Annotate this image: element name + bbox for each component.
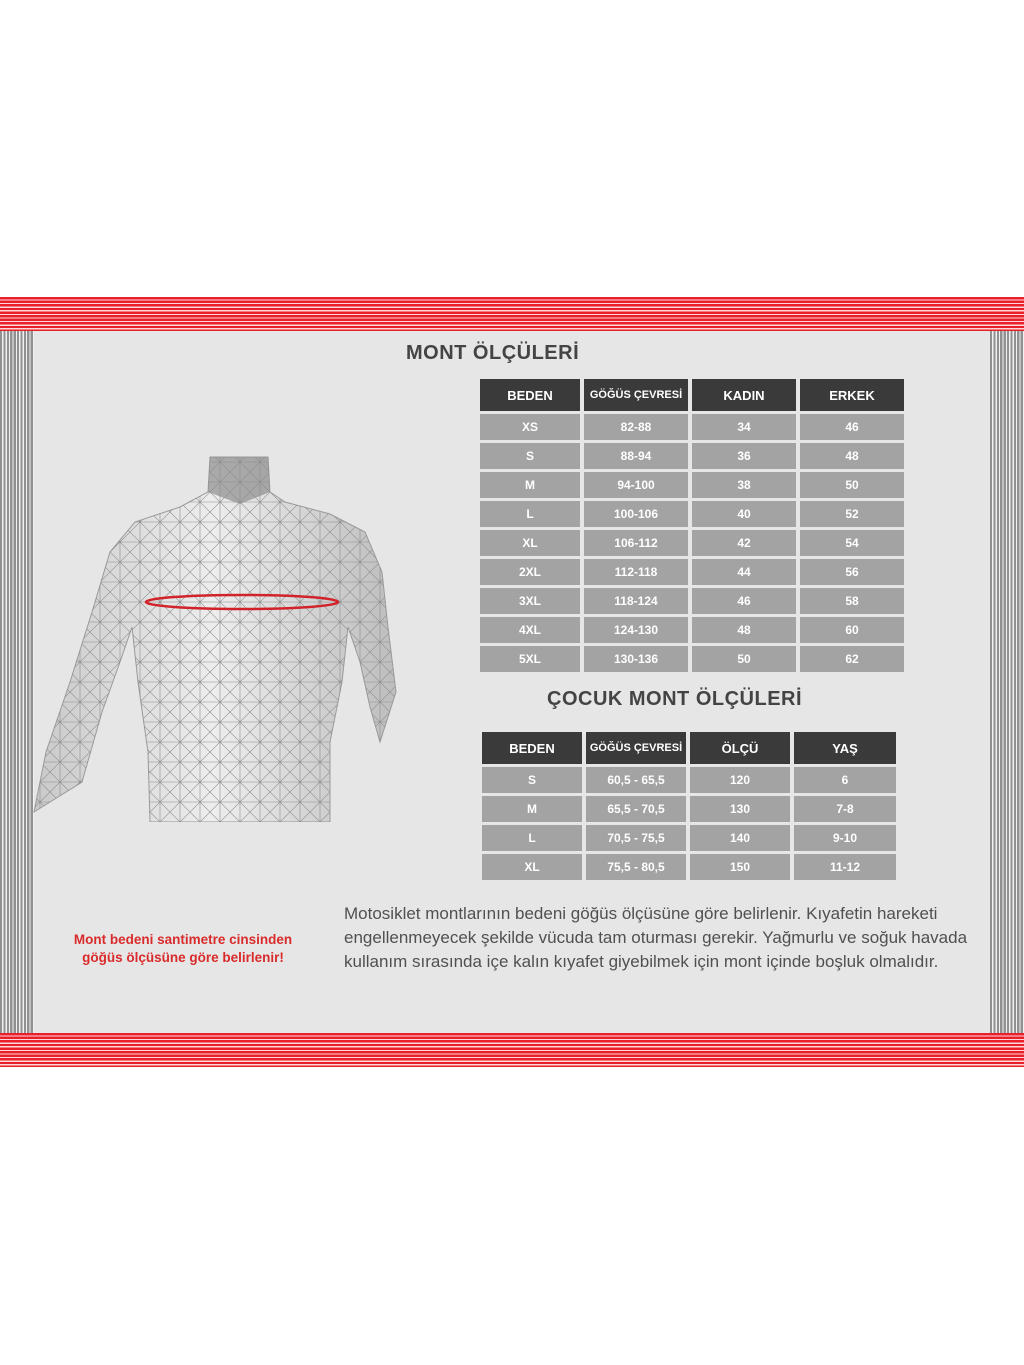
table-cell: 60,5 - 65,5 bbox=[586, 767, 686, 793]
table-cell: 82-88 bbox=[584, 414, 688, 440]
header-olcu: ÖLÇÜ bbox=[690, 732, 790, 764]
table-row bbox=[480, 443, 904, 469]
table-cell: L bbox=[482, 825, 582, 851]
table-cell: 9-10 bbox=[794, 825, 896, 851]
table-cell: 58 bbox=[800, 588, 904, 614]
table-cell: XL bbox=[480, 530, 580, 556]
table-cell: 120 bbox=[690, 767, 790, 793]
table-cell: 7-8 bbox=[794, 796, 896, 822]
table-row bbox=[480, 617, 904, 643]
table-cell: 130 bbox=[690, 796, 790, 822]
table-cell: M bbox=[482, 796, 582, 822]
table-cell: XL bbox=[482, 854, 582, 880]
table-cell: 150 bbox=[690, 854, 790, 880]
table-row bbox=[480, 472, 904, 498]
table-row bbox=[482, 825, 896, 851]
table-cell: 42 bbox=[692, 530, 796, 556]
table-cell: 34 bbox=[692, 414, 796, 440]
header-gogus-cevresi: GÖĞÜS ÇEVRESİ bbox=[586, 732, 686, 764]
table-cell: 3XL bbox=[480, 588, 580, 614]
table-row bbox=[480, 530, 904, 556]
table-cell: 75,5 - 80,5 bbox=[586, 854, 686, 880]
table-cell: 112-118 bbox=[584, 559, 688, 585]
table-cell: 44 bbox=[692, 559, 796, 585]
table-cell: 100-106 bbox=[584, 501, 688, 527]
description-text: Motosiklet montlarının bedeni göğüs ölçüsüne göre belirlenir. Kıyafetin hareketi engellenmeyecek şekilde vücuda tam oturması gerekir. Yağmurlu ve soğuk havada kullanım sırasında içe kalın kıyafet giyebilmek için mont içinde boşluk olmalıdır. bbox=[344, 904, 968, 971]
table-row bbox=[480, 559, 904, 585]
table-cell: 124-130 bbox=[584, 617, 688, 643]
torso-measurement-figure bbox=[30, 452, 400, 822]
table-cell: 11-12 bbox=[794, 854, 896, 880]
right-gray-stripes bbox=[990, 331, 1024, 1033]
table-row bbox=[482, 854, 896, 880]
table-cell: 94-100 bbox=[584, 472, 688, 498]
table-cell: M bbox=[480, 472, 580, 498]
table-cell: 40 bbox=[692, 501, 796, 527]
table-cell: 56 bbox=[800, 559, 904, 585]
child-chart-title: ÇOCUK MONT ÖLÇÜLERİ bbox=[547, 688, 803, 710]
header-yas: YAŞ bbox=[794, 732, 896, 764]
child-size-table bbox=[478, 729, 900, 883]
adult-table-header bbox=[480, 379, 904, 411]
table-row bbox=[480, 588, 904, 614]
table-cell: 48 bbox=[692, 617, 796, 643]
table-row bbox=[480, 414, 904, 440]
table-cell: 38 bbox=[692, 472, 796, 498]
table-cell: 88-94 bbox=[584, 443, 688, 469]
table-cell: 70,5 - 75,5 bbox=[586, 825, 686, 851]
adult-size-table bbox=[476, 376, 908, 675]
left-gray-stripes bbox=[0, 331, 34, 1033]
torso-silhouette bbox=[34, 457, 396, 822]
table-cell: 106-112 bbox=[584, 530, 688, 556]
table-cell: 2XL bbox=[480, 559, 580, 585]
table-cell: XS bbox=[480, 414, 580, 440]
table-cell: L bbox=[480, 501, 580, 527]
table-cell: 5XL bbox=[480, 646, 580, 672]
header-erkek: ERKEK bbox=[800, 379, 904, 411]
table-cell: 50 bbox=[692, 646, 796, 672]
table-cell: S bbox=[482, 767, 582, 793]
table-cell: 50 bbox=[800, 472, 904, 498]
table-cell: 6 bbox=[794, 767, 896, 793]
header-gogus-cevresi: GÖĞÜS ÇEVRESİ bbox=[584, 379, 688, 411]
table-cell: 36 bbox=[692, 443, 796, 469]
size-chart bbox=[0, 297, 1024, 1067]
table-cell: S bbox=[480, 443, 580, 469]
table-cell: 4XL bbox=[480, 617, 580, 643]
table-cell: 48 bbox=[800, 443, 904, 469]
bottom-red-stripes bbox=[0, 1033, 1024, 1067]
table-row bbox=[482, 767, 896, 793]
table-cell: 46 bbox=[800, 414, 904, 440]
table-cell: 54 bbox=[800, 530, 904, 556]
table-cell: 46 bbox=[692, 588, 796, 614]
child-table-header bbox=[482, 732, 896, 764]
table-cell: 140 bbox=[690, 825, 790, 851]
adult-chart-title: MONT ÖLÇÜLERİ bbox=[406, 342, 580, 364]
table-cell: 52 bbox=[800, 501, 904, 527]
size-note: Mont bedeni santimetre cinsinden göğüs ölçüsüne göre belirlenir! bbox=[73, 932, 293, 966]
table-row bbox=[480, 501, 904, 527]
table-cell: 60 bbox=[800, 617, 904, 643]
header-beden: BEDEN bbox=[480, 379, 580, 411]
table-cell: 118-124 bbox=[584, 588, 688, 614]
table-cell: 62 bbox=[800, 646, 904, 672]
top-red-stripes bbox=[0, 297, 1024, 331]
table-row bbox=[480, 646, 904, 672]
header-kadin: KADIN bbox=[692, 379, 796, 411]
table-row bbox=[482, 796, 896, 822]
table-cell: 65,5 - 70,5 bbox=[586, 796, 686, 822]
table-cell: 130-136 bbox=[584, 646, 688, 672]
header-beden: BEDEN bbox=[482, 732, 582, 764]
